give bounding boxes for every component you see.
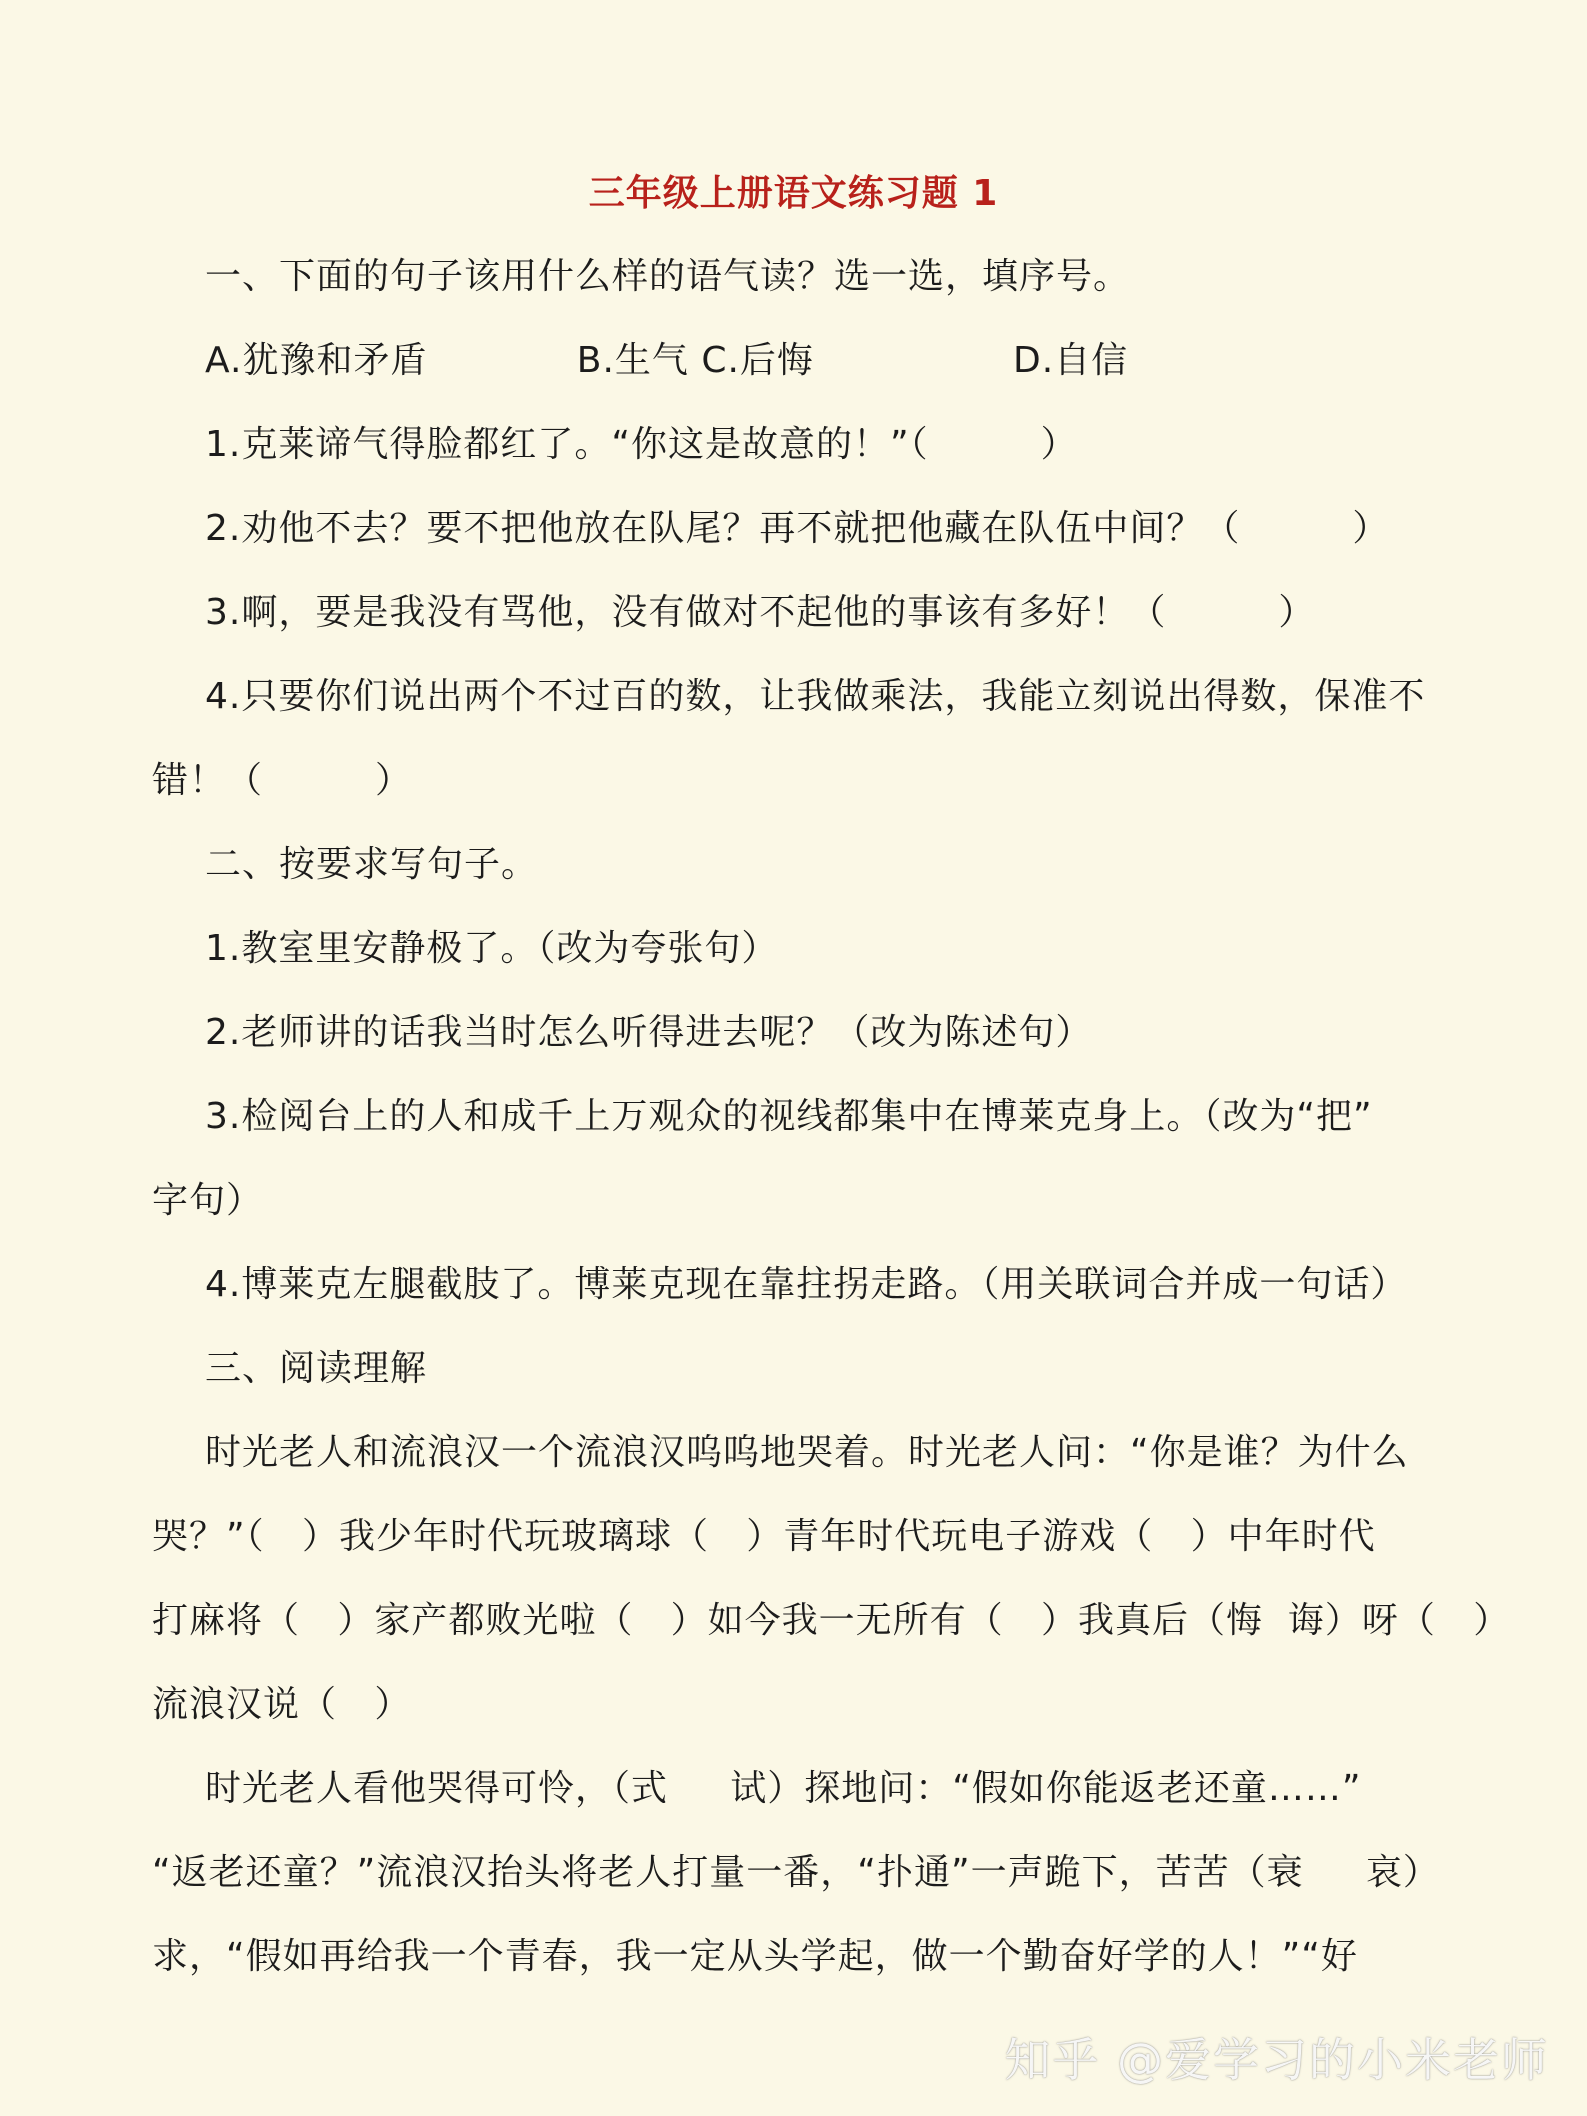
options-line: A.犹豫和矛盾 B.生气 C.后悔 D.自信 bbox=[205, 340, 1129, 381]
question-2-4: 4.博莱克左腿截肢了。博莱克现在靠拄拐走路。（用关联词合并成一句话） bbox=[205, 1264, 1408, 1305]
section-2-heading: 二、按要求写句子。 bbox=[205, 844, 539, 885]
reading-paragraph-2-line-3: 求，“假如再给我一个青春，我一定从头学起，做一个勤奋好学的人！”“好 bbox=[152, 1936, 1358, 1977]
reading-paragraph-2-line-1: 时光老人看他哭得可怜，（式 试）探地问：“假如你能返老还童……” bbox=[205, 1768, 1362, 1809]
reading-paragraph-1-line-3: 打麻将（ ）家产都败光啦（ ）如今我一无所有（ ）我真后（悔 诲）呀（ ） bbox=[152, 1600, 1511, 1641]
question-1-1: 1.克莱谛气得脸都红了。“你这是故意的！”（ ） bbox=[205, 424, 1078, 465]
question-2-2: 2.老师讲的话我当时怎么听得进去呢？（改为陈述句） bbox=[205, 1012, 1093, 1053]
zhihu-watermark: 知乎 @爱学习的小米老师 bbox=[1004, 2033, 1549, 2087]
question-2-1: 1.教室里安静极了。（改为夸张句） bbox=[205, 928, 779, 969]
section-1-heading: 一、下面的句子该用什么样的语气读？选一选，填序号。 bbox=[205, 256, 1131, 297]
question-1-4: 4.只要你们说出两个不过百的数，让我做乘法，我能立刻说出得数，保准不 bbox=[205, 676, 1426, 717]
question-2-3: 3.检阅台上的人和成千上万观众的视线都集中在博莱克身上。（改为“把” bbox=[205, 1096, 1373, 1137]
question-1-4-continued: 错！（ ） bbox=[152, 760, 412, 801]
reading-paragraph-2-line-2: “返老还童？”流浪汉抬头将老人打量一番，“扑通”一声跪下，苦苦（衰 哀） bbox=[152, 1852, 1440, 1893]
page-title: 三年级上册语文练习题 1 bbox=[588, 173, 999, 214]
question-1-2: 2.劝他不去？要不把他放在队尾？再不就把他藏在队伍中间？（ ） bbox=[205, 508, 1390, 549]
reading-paragraph-1-line-1: 时光老人和流浪汉一个流浪汉呜呜地哭着。时光老人问：“你是谁？为什么 bbox=[205, 1432, 1409, 1473]
question-1-3: 3.啊，要是我没有骂他，没有做对不起他的事该有多好！（ ） bbox=[205, 592, 1316, 633]
question-2-3-continued: 字句） bbox=[152, 1180, 264, 1221]
reading-paragraph-1-line-2: 哭？”（ ）我少年时代玩玻璃球（ ）青年时代玩电子游戏（ ）中年时代 bbox=[152, 1516, 1376, 1557]
reading-paragraph-1-line-4: 流浪汉说（ ） bbox=[152, 1684, 412, 1725]
section-3-heading: 三、阅读理解 bbox=[205, 1348, 428, 1389]
